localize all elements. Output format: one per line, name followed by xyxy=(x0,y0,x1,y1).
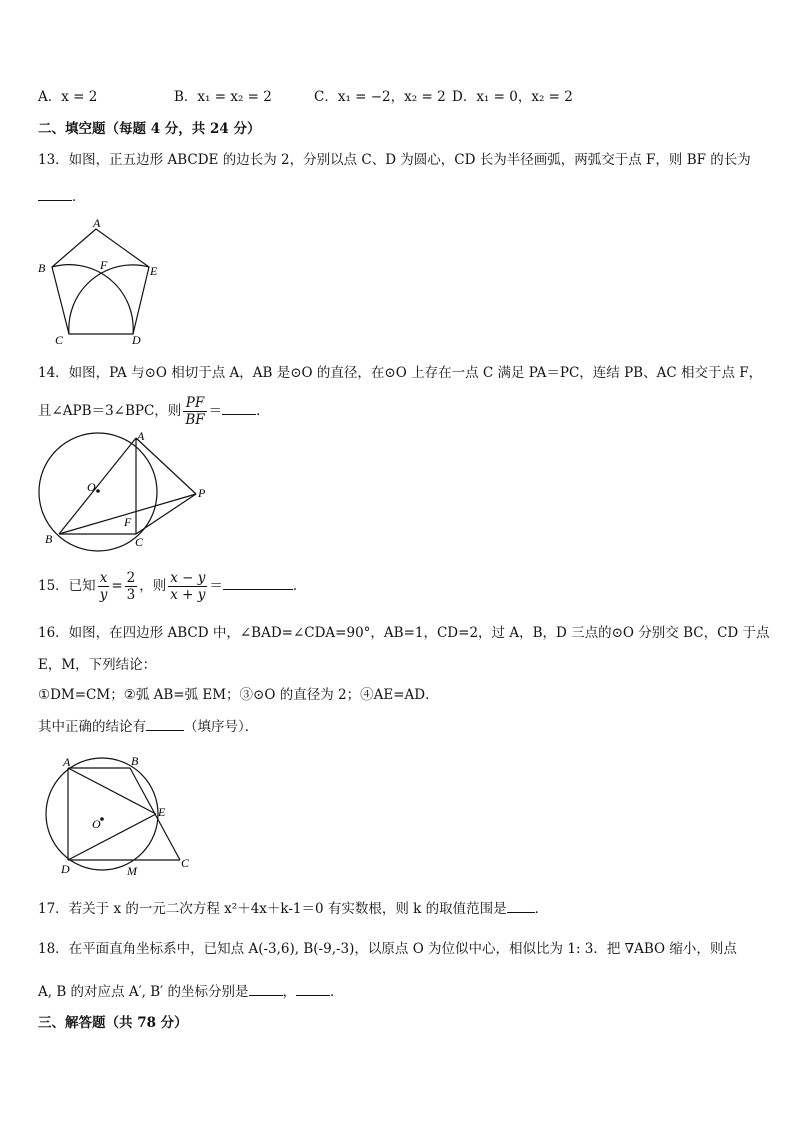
q14-label-f: F xyxy=(124,515,132,529)
q16-label-c: C xyxy=(181,856,190,870)
q16-label-o: O xyxy=(92,817,101,831)
q16-figure xyxy=(38,752,198,876)
q18-text: 18．在平面直角坐标系中，已知点 A(-3,6), B(-9,-3)，以原点 O 为位似中心，相似比为 1: 3．把 ∇ABO 缩小，则点 xyxy=(38,941,737,957)
q15-pre: 15．已知 xyxy=(38,578,96,594)
q14-figure xyxy=(30,428,220,552)
q13-text: 13．如图，正五边形 ABCDE 的边长为 2，分别以点 C、D 为圆心，CD 长为半径画弧，两弧交于点 F，则 BF 的长为 xyxy=(38,152,751,168)
choice-a: A．x = 2 xyxy=(38,89,98,105)
q13-figure xyxy=(32,216,162,348)
q16-blank xyxy=(146,730,184,731)
q15-blank xyxy=(223,589,293,590)
q18-line2 xyxy=(38,983,344,1001)
q16-label-b: B xyxy=(131,754,139,768)
q13-end: ． xyxy=(72,189,86,205)
q14-end: ． xyxy=(256,403,270,419)
q13-label-d: D xyxy=(132,333,141,347)
q15-f3-den: x + y xyxy=(170,587,206,603)
choices-row xyxy=(38,88,758,106)
q18-sep: ， xyxy=(282,984,297,1000)
q16-line4 xyxy=(38,718,258,736)
q14-fraction xyxy=(183,395,206,428)
q13-label-a: A xyxy=(93,216,101,230)
q15-f1-num: x xyxy=(98,570,110,587)
q14-label-c: C xyxy=(135,535,144,549)
q15-equals: = xyxy=(111,578,123,594)
q14-line2-pre: 且∠APB＝3∠BPC，则 xyxy=(38,403,182,419)
q14-label-p: P xyxy=(198,486,206,500)
q13-label-c: C xyxy=(55,333,64,347)
q16-text: 16．如图，在四边形 ABCD 中，∠BAD=∠CDA=90°，AB=1，CD=2，过 A，B，D 三点的⊙O 分别交 BC，CD 于点 xyxy=(38,625,770,641)
q16-label-e: E xyxy=(158,805,166,819)
q15-end: ． xyxy=(292,578,307,594)
q17-pre: 17．若关于 x 的一元二次方程 x²＋4x＋k-1＝0 有实数根，则 k 的取值范围是 xyxy=(38,901,507,917)
q18-blank-2 xyxy=(296,995,330,996)
section-3-title: 三、解答题（共 78 分） xyxy=(38,1015,188,1031)
q15-frac-23 xyxy=(125,570,138,603)
q13-blank xyxy=(38,200,72,201)
q15-mid: ，则 xyxy=(139,578,167,594)
q15-f1-den: y xyxy=(99,587,108,603)
choice-b: B．x₁ = x₂ = 2 xyxy=(174,89,272,105)
q15-f3-num: x − y xyxy=(170,570,206,586)
q14-text: 14．如图，PA 与⊙O 相切于点 A，AB 是⊙O 的直径，在⊙O 上存在一点 C 满足 PA＝PC，连结 PB、AC 相交于点 F， xyxy=(38,365,763,381)
q14-frac-num: PF xyxy=(183,395,206,412)
q13-label-e: E xyxy=(150,264,158,278)
q16-line4-post: （填序号）． xyxy=(184,719,259,735)
q14-label-b: B xyxy=(45,532,53,546)
q15-frac-xy xyxy=(98,570,110,603)
q16-line2: E，M，下列结论： xyxy=(38,657,157,673)
q14-label-o: O xyxy=(87,480,96,494)
q13-label-f: F xyxy=(100,258,108,272)
q18-blank-1 xyxy=(249,995,283,996)
choice-c: C．x₁ = −2，x₂ = 2 xyxy=(314,89,446,105)
q16-label-a: A xyxy=(63,755,71,769)
q15-post: ＝ xyxy=(209,578,223,594)
q14-eq: ＝ xyxy=(208,403,223,419)
choice-d: D．x₁ = 0，x₂ = 2 xyxy=(452,89,573,105)
q16-conclusions: ①DM=CM；②弧 AB=弧 EM；③⊙O 的直径为 2；④AE=AD． xyxy=(38,687,439,703)
q14-frac-den: BF xyxy=(185,412,205,428)
q14-line2 xyxy=(38,393,270,429)
q17-blank xyxy=(507,912,535,913)
q15-f2-den: 3 xyxy=(126,587,136,603)
q13-label-b: B xyxy=(38,261,46,275)
q15-f2-num: 2 xyxy=(126,570,136,586)
q14-label-a: A xyxy=(137,429,145,443)
q16-line4-pre: 其中正确的结论有 xyxy=(38,719,146,735)
q16-label-d: D xyxy=(61,862,70,876)
q13-answer-line xyxy=(38,188,86,206)
q15-frac-expr xyxy=(168,570,207,603)
q18-line2-pre: A, B 的对应点 A′, B′ 的坐标分别是 xyxy=(38,984,249,1000)
q17-end: ． xyxy=(534,901,549,917)
section-2-title: 二、填空题（每题 4 分，共 24 分） xyxy=(38,121,261,137)
q17-text xyxy=(38,900,548,918)
q18-end: ． xyxy=(330,984,344,1000)
q16-label-m: M xyxy=(127,864,137,876)
q14-blank xyxy=(222,414,256,415)
q15-text xyxy=(38,567,306,605)
